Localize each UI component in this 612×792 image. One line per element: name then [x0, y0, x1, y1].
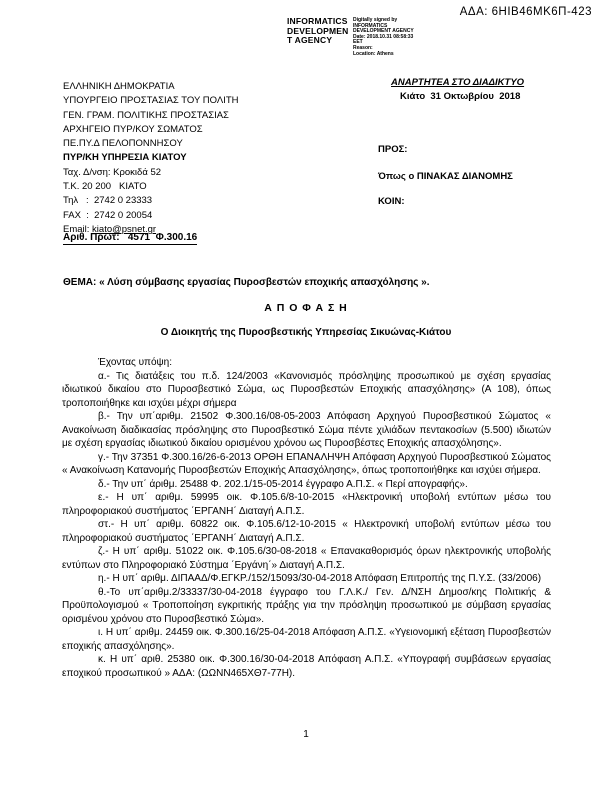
body-paragraph: α.- Τις διατάξεις του π.δ. 124/2003 «Κανονισμός πρόσληψης προσωπικού με σχέση εργασίας ιδιωτικού δικαίου στο Πυροσβεστικό Σώμα, ως Πυροσβεστών Εποχικής απασχόλησης» (Α 108), όπως τροποποιήθηκε και ισχύει μέχρι σήμερα: [62, 370, 551, 409]
authority-line: ΠΕ.ΠΥ.Δ ΠΕΛΟΠΟΝΝΗΣΟΥ: [63, 138, 183, 150]
to-value: Όπως ο ΠΙΝΑΚΑΣ ΔΙΑΝΟΜΗΣ: [378, 171, 513, 182]
stamp-agency-line: DEVELOPMEN: [287, 25, 349, 36]
postal-code-line: Τ.Κ. 20 200 ΚΙΑΤΟ: [63, 181, 147, 193]
stamp-signature-line: Reason:: [353, 44, 373, 51]
body-paragraph: δ.- Την υπ΄ άριθμ. 25488 Φ. 202.1/15-05-2014 έγγραφο Α.Π.Σ. « Περί απογραφής».: [98, 478, 468, 490]
decision-body: [62, 356, 551, 680]
body-paragraph: ζ.- Η υπ΄ αριθμ. 51022 οικ. Φ.105.6/30-08-2018 « Επανακαθορισμός όρων ηλεκτρονικής υποβολής εντύπων στο Πληροφοριακό Σύστημα ΄Εργάνη΄» Διαταγή Α.Π.Σ.: [62, 546, 551, 571]
email-label: Email:: [63, 223, 93, 235]
page-number: 1: [303, 729, 309, 740]
stamp-agency-line: T AGENCY: [287, 35, 333, 46]
authority-lines: [63, 80, 328, 151]
body-paragraph: ι. Η υπ΄ αριθμ. 24459 οικ. Φ.300.16/25-04-2018 Απόφαση Α.Π.Σ. «Υγειονομική εξέταση Πυροσβεστών εποχικής απασχόλησης».: [62, 627, 551, 652]
fax-line: FAX : 2742 0 20054: [63, 209, 153, 221]
address-line: Ταχ. Δ/νση: Κροκιδά 52: [63, 166, 162, 178]
publish-notice: ΑΝΑΡΤΗΤΕΑ ΣΤΟ ΔΙΑΔΙΚΤΥΟ: [391, 77, 525, 88]
to-label: ΠΡΟΣ:: [378, 144, 408, 155]
stamp-signature-line: Location: Athens: [353, 50, 394, 57]
body-paragraph: Έχοντας υπόψη:: [98, 357, 172, 368]
stamp-signature-line: INFORMATICS: [353, 22, 388, 29]
body-paragraph: κ. Η υπ΄ αριθ. 25380 οικ. Φ.300.16/30-04-2018 Απόφαση Α.Π.Σ. «Υπογραφή συμβάσεων εργασίας εποχικού προσωπικού » ΑΔΑ: (ΩΩΝΝ465ΧΘ7-77Η).: [62, 654, 551, 679]
service-name: ΠΥΡ/ΚΗ ΥΠΗΡΕΣΙΑ ΚΙΑΤΟΥ: [63, 152, 187, 164]
authority-line: ΥΠΟΥΡΓΕΙΟ ΠΡΟΣΤΑΣΙΑΣ ΤΟΥ ΠΟΛΙΤΗ: [63, 95, 239, 107]
stamp-agency-line: INFORMATICS: [287, 16, 348, 26]
place-date-line: Κιάτο 31 Οκτωβρίου 2018: [400, 91, 521, 102]
digital-signature-stamp-agency: [287, 17, 353, 46]
body-paragraph: ε.- Η υπ΄ αριθμ. 59995 οικ. Φ.105.6/8-10-2015 «Ηλεκτρονική υποβολή εντύπων μέσω του πληροφοριακού συστήματος ΄ΕΡΓΑΝΗ΄ Διαταγή Α.Π.Σ.: [62, 492, 551, 517]
authority-line: ΑΡΧΗΓΕΙΟ ΠΥΡ/ΚΟΥ ΣΩΜΑΤΟΣ: [63, 123, 203, 135]
phone-line: Τηλ : 2742 0 23333: [63, 195, 153, 207]
body-paragraph: β.- Την υπ΄αριθμ. 21502 Φ.300.16/08-05-2003 Απόφαση Αρχηγού Πυροσβεστικού Σώματος « Ανακοίνωση διαδικασίας πρόσληψης στο Πυροσβεστικό Σώμα πέντε χιλιάδων πεντακοσίων (5.500) ιδιωτών με σχέση εργασίας ιδιωτικού δικαίου ορισμένου χρόνου ως Πυροσβέστες Εποχικής απασχόλησης».: [62, 411, 551, 449]
cc-label: ΚΟΙΝ:: [378, 196, 405, 207]
authority-line: ΓΕΝ. ΓΡΑΜ. ΠΟΛΙΤΙΚΗΣ ΠΡΟΣΤΑΣΙΑΣ: [63, 109, 229, 121]
decision-subtitle: Ο Διοικητής της Πυροσβεστικής Υπηρεσίας Σικυώνας-Κιάτου: [160, 327, 452, 338]
stamp-signature-line: Digitally signed by: [353, 17, 398, 23]
sender-header-block: [63, 80, 328, 237]
stamp-signature-line: EET: [353, 39, 363, 46]
authority-line: ΕΛΛΗΝΙΚΗ ΔΗΜΟΚΡΑΤΙΑ: [63, 81, 175, 92]
body-paragraph: θ.-Το υπ΄αριθμ.2/33337/30-04-2018 έγγραφο του Γ.Λ.Κ./ Γεν. Δ/ΝΣΗ Δημοσ/κης Πολιτικής & Προϋπολογισμού « Τροποποίηση εγκριτικής πράξης για την πρόσληψη προσωπικού με σύμβαση εργασίας ορισμένου χρόνου στο Πυροσβεστικό Σώμα».: [62, 586, 551, 625]
body-paragraph: στ.- Η υπ΄ αριθμ. 60822 οικ. Φ.105.6/12-10-2015 « Ηλεκτρονική υποβολή εντύπων μέσω του πληροφοριακού συστήματος ΄ΕΡΓΑΝΗ΄ Διαταγή Α.Π.Σ.: [62, 519, 551, 544]
subject-line: ΘΕΜΑ: « Λύση σύμβασης εργασίας Πυροσβεστών εποχικής απασχόλησης ».: [63, 277, 430, 288]
digital-signature-stamp-details: [353, 18, 431, 57]
ada-code: ΑΔΑ: 6ΗΙΒ46ΜΚ6Π-423: [459, 6, 592, 18]
body-paragraph: η.- Η υπ΄ αριθμ. ΔΙΠΑΑΔ/Φ.ΕΓΚΡ./152/15093/30-04-2018 Απόφαση Επιτροπής της Π.Υ.Σ. (33/2006): [98, 573, 542, 584]
decision-title: Α Π Ο Φ Α Σ Η: [264, 302, 348, 314]
stamp-signature-line: DEVELOPMENT AGENCY: [353, 28, 414, 35]
body-paragraph: γ.- Την 37351 Φ.300.16/26-6-2013 ΟΡΘΗ ΕΠΑΝΑΛΗΨΗ Απόφαση Αρχηγού Πυροσβεστικού Σώματος « Ανακοίνωση Κατανομής Πυροσβεστών Εποχικής Απασχόλησης», όπως τροποποιήθηκε και ισχύει σήμερα.: [62, 451, 551, 476]
email-link[interactable]: kiato@psnet.gr: [92, 223, 157, 235]
protocol-number: Αριθ. Πρωτ: 4571 Φ.300.16: [63, 232, 198, 243]
stamp-signature-line: Date: 2018.10.31 08:58:33: [353, 33, 414, 40]
